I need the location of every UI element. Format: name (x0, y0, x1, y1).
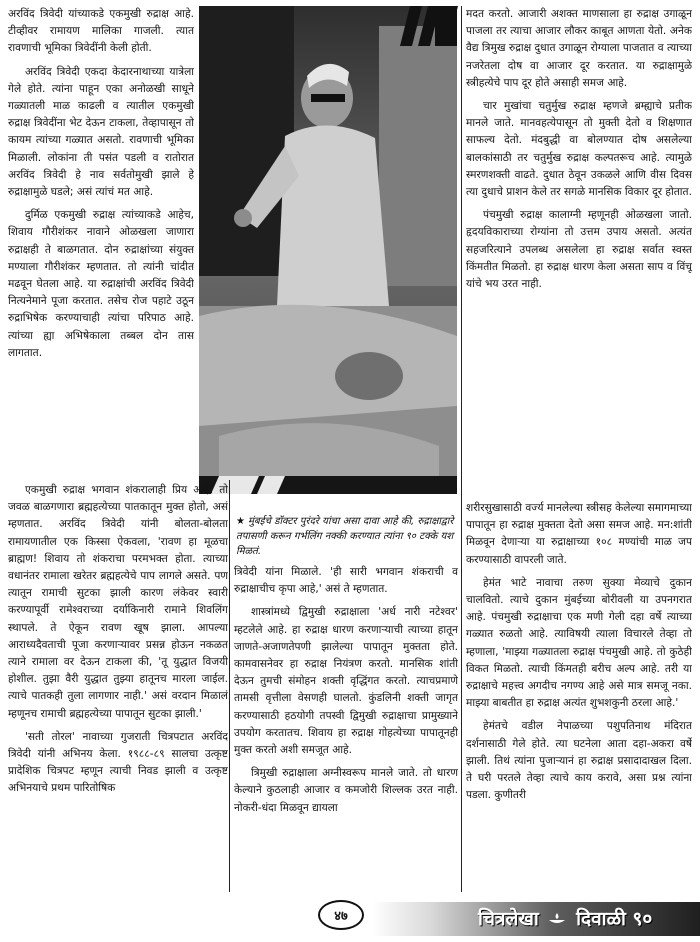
paragraph: शास्त्रांमध्ये द्विमुखी रुद्राक्षाला 'अर्ध नारी नटेश्वर' म्हटलेले आहे. हा रुद्राक्ष धारण करणाऱ्याची त्याच्या हातून जाणते-अजाणतेपणी झालेल्या पापातून मुक्तता होते. कामवासनेवर हा रुद्राक्ष नियंत्रण करतो. मानसिक शांती देऊन तुमची संमोहन शक्ती वृद्धिंगत करतो. त्याचप्रमाणे तामसी वृत्तीला वेसणही घालतो. कुंडलिनी शक्ती जागृत करण्यासाठी हठयोगी तपस्वी द्विमुखी रुद्राक्षाचा प्रामुख्याने उपयोग करतातच. शिवाय हा रुद्राक्ष गोहत्येच्या पापातूनही मुक्त करतो अशी समजूत आहे. (234, 606, 458, 757)
paragraph: मदत करतो. आजारी अशक्त माणसाला हा रुद्राक्ष उगाळून पाजला तर त्याचा आजार लौकर काबूत आणता येतो. अनेक वैद्य त्रिमुख रुद्राक्ष दुधात उगाळून रोग्याला पाजतात व त्याच्या नजरेतला दोष वा आजार दूर करतात. या रुद्राक्षामुळे स्त्रीहत्येचे पाप दूर होते असाही समज आहे. (466, 8, 692, 89)
paragraph: हेमंतचे वडील नेपाळच्या पशुपतिनाथ मंदिरात दर्शनासाठी गेले होते. त्या घटनेला आता दहा-अकरा वर्षे झाली. तिथं त्यांना पुजाऱ्यानं हा रुद्राक्ष प्रसादादाखल दिला. ते घरी परतले तेव्हा त्याचे काय करावे, असा प्रश्न त्यांना पडला. कुणीतरी (466, 720, 692, 802)
issue-name: दिवाळी ९० (576, 908, 653, 930)
paragraph: शरीरसुखासाठी वर्ज्य मानलेल्या स्त्रीसह केलेल्या समागमाच्या पापातून हा रुद्राक्ष मुक्तता देतो असा समज आहे. मन:शांती मिळवून देणाऱ्या या रुद्राक्षाच्या १०८ मण्यांची माळ जप करण्यासाठी वापरली जाते. (466, 502, 692, 566)
magazine-name: चित्रलेखा (478, 908, 539, 930)
lamp-icon (548, 905, 566, 935)
paragraph: पंचमुखी रुद्राक्ष कालाग्नी म्हणूनही ओळखला जातो. हृदयविकाराच्या रोग्यांना तो उत्तम उपाय असतो. अत्यंत सहजरित्याने उपलब्ध असलेला हा रुद्राक्ष सर्वात स्वस्त किंमतीत मिळतो. हा रुद्राक्ष धारण केला असता साप व विंचू यांचे भय उरत नाही. (466, 209, 692, 291)
paragraph: एकमुखी रुद्राक्ष भगवान शंकरालाही प्रिय आहे. तो जवळ बाळगणारा ब्रह्महत्येच्या पातकातून मुक्त होतो, असं म्हणतात. अरविंद त्रिवेदी यांनी बोलता-बोलता रामायणातील एक किस्सा ऐकवला, 'रावण हा मूळचा ब्राह्मण! शिवाय तो शंकराचा परमभक्त होता. त्याच्या वधानंतर रामाला खरेतर ब्रह्महत्येचे पाप लागले असते. पण त्यातून रामाची सुटका झाली कारण लंकेवर स्वारी करण्यापूर्वी रामेश्वराच्या दर्याकिनारी रामाने शिवलिंग स्थापले. ते ऐकून रावण खूष झाला. आपल्या आराध्यदैवताची पूजा करणाऱ्यावर प्रसन्न होऊन नकळत त्याने रामाला वर देऊन टाकला की, 'तू युद्धात विजयी होशील. तुझा वैरी युद्धात तुझ्या हातूनच मारला जाईल. त्याचे पातकही तुला लागणार नाही.' असं वरदान मिळालं म्हणूनच रामाची ब्रह्महत्येच्या पापातून सुटका झाली.' (8, 484, 228, 720)
bottom-left-column (8, 482, 228, 890)
right-column (466, 6, 692, 496)
paragraph: अरविंद त्रिवेदी एकदा केदारनाथाच्या यात्रेला गेले होते. त्यांना पाहून एका अनोळखी साधूने गळ्यातली माळ काढली व त्यातील एकमुखी रुद्राक्ष त्रिवेदींना भेट देऊन टाकला, तेव्हापासून तो कायम त्यांच्या गळ्यात असतो. रावणाची भूमिका मिळाली. लोकांना ती पसंत पडली व रातोरात अरविंद त्रिवेदी हे नाव सर्वतोमुखी झाले हे रुद्राक्षामुळे घडले; असं त्यांचं मत आहे. (8, 65, 194, 199)
paragraph: अरविंद त्रिवेदी यांच्याकडे एकमुखी रुद्राक्ष आहे. टीव्हीवर रामायण मालिका गाजली. त्यात रावणाची भूमिका त्रिवेदींनी केली होती. (8, 8, 194, 55)
stripe-decoration (398, 6, 460, 46)
paragraph: त्रिवेदी यांना मिळाले. 'ही सारी भगवान शंकराची व रुद्राक्षाचीच कृपा आहे,' असं ते म्हणतात. (234, 566, 458, 596)
paragraph: चार मुखांचा चतुर्मुख रुद्राक्ष म्हणजे ब्रम्ह्याचे प्रतीक मानले जाते. मानवहत्येपासून तो मुक्ती देतो व शिक्षणात साफल्य देतो. मंदबुद्धी वा बोलण्यात दोष असलेल्या बालकांसाठी तर चतुर्मुख रुद्राक्ष कल्पतरूच आहे. त्यामुळे स्मरणशक्ती वाढते. दुधात ठेवून उकळले आणि वीस दिवस त्या दुधाचे प्राशन केले तर सगळे मानसिक विकार दूर होतात. (466, 100, 692, 199)
article-photo (199, 6, 457, 494)
paragraph: हेमंत भाटे नावाचा तरुण सुक्या मेव्याचे दुकान चालवितो. त्याचे दुकान मुंबईच्या बोरीवली या उपनगरात आहे. पंचमुखी रुद्राक्षाचा एक मणी गेली दहा वर्षे त्याच्या गळ्यात रुळतो आहे. त्याविषयी त्याला विचारले तेव्हा तो म्हणाला, 'माझ्या गळ्यातला रुद्राक्ष पंचमुखी आहे. तो कुठेही विकत मिळतो. त्याची किंमतही बरीच अल्प आहे. तरी या रुद्राक्षाचे महत्त्व अगदीच नगण्य आहे असे मात्र समजू नका. माझ्या बाबतीत हा रुद्राक्ष अत्यंत शुभशकुनी ठरला आहे.' (466, 576, 692, 710)
star-icon: ★ (236, 516, 245, 527)
photo-caption (236, 514, 458, 559)
bottom-middle-column (234, 564, 458, 892)
paragraph: 'सती तोरल' नावाच्या गुजराती चित्रपटात अरविंद त्रिवेदी यांनी अभिनय केला. १९८८-८९ सालचा उत्कृष्ट प्रादेशिक चित्रपट म्हणून त्याची निवड झाली व उत्कृष्ट अभिनयाचे प्रथम पारितोषिक (8, 730, 228, 795)
photo-illustration (199, 6, 457, 494)
paragraph: त्रिमुखी रुद्राक्षाला अग्नीस्वरूप मानले जाते. तो धारण केल्याने कुठलाही आजार व कमजोरी शिल्लक उरत नाही. नोकरी-धंदा मिळवून द्यायला (234, 767, 458, 814)
column-divider (461, 6, 462, 892)
caption-text: मुंबईचे डॉक्टर पुरंदरे यांचा असा दावा आहे की, रुद्राक्षाद्वारे तपासणी करून गर्भलिंग नक्की करण्यात त्यांना ९० टक्के यश मिळतं. (236, 516, 454, 557)
paragraph: दुर्मिळ एकमुखी रुद्राक्ष त्यांच्याकडे आहेच, शिवाय गौरीशंकर नावाने ओळखला जाणारा रुद्राक्षही ते बाळगतात. दोन रुद्राक्षांच्या संयुक्त मण्याला गौरीशंकर म्हणतात. तो त्यांनी चांदीत मढवून घेतला आहे. या रुद्राक्षांची अरविंद त्रिवेदी नित्यनेमाने पूजा करतात. तसेच रोज पहाटे उठून रुद्राभिषेक करण्याचाही त्यांचा परिपाठ आहे. त्यांच्या ह्या अभिषेकाला तब्बल दोन तास लागतात. (8, 209, 194, 359)
page-number: ४७ (318, 900, 364, 930)
left-column (8, 6, 194, 478)
magazine-title (478, 904, 693, 934)
column-divider (229, 480, 230, 892)
bottom-right-column (466, 500, 692, 892)
